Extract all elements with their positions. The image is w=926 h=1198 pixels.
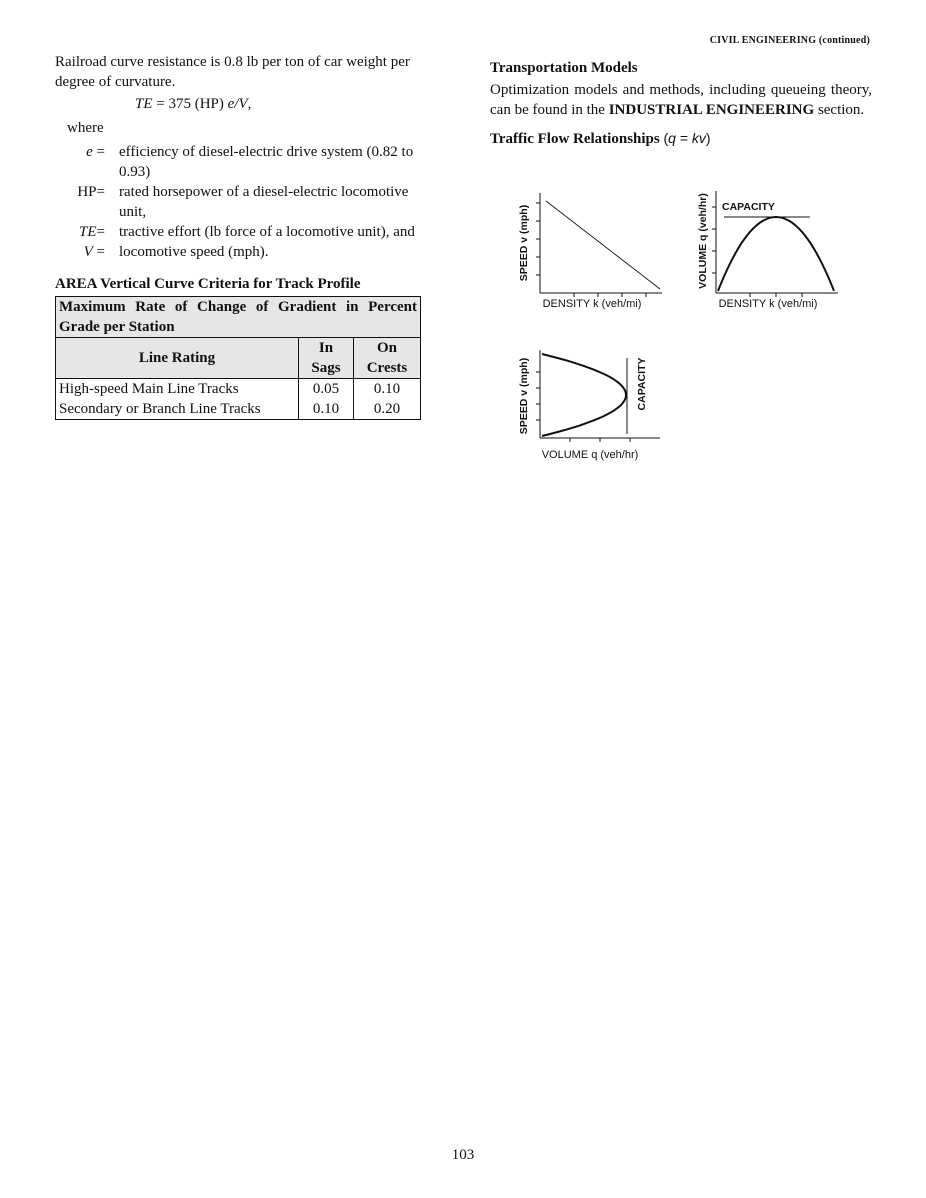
speed-volume-chart — [510, 340, 670, 470]
definition-symbol: e = — [86, 144, 105, 160]
y-axis-label: SPEED v (mph) — [518, 357, 530, 435]
cell-sags: 0.10 — [299, 399, 354, 420]
eq-rhs-italic: e/V — [227, 96, 248, 112]
curve-resistance-text: Railroad curve resistance is 0.8 lb per ton of car weight per degree of curvature. — [55, 54, 410, 90]
definition-item — [69, 142, 437, 182]
eq-rhs-post: , — [247, 96, 252, 112]
industrial-engineering-ref: INDUSTRIAL ENGINEERING — [608, 102, 815, 118]
y-axis-label: VOLUME q (veh/hr) — [697, 193, 709, 289]
right-column — [490, 58, 872, 149]
definition-list — [69, 142, 437, 262]
x-axis-label: DENSITY k (veh/mi) — [542, 298, 642, 310]
capacity-label: CAPACITY — [636, 357, 648, 411]
definition-item — [69, 222, 437, 242]
transport-paragraph: Optimization models and methods, including queueing theory, can be found in the INDUSTRIAL ENGINEERING section. — [490, 82, 872, 118]
eq-lhs: TE — [135, 96, 153, 112]
col-header-crests: On Crests — [354, 338, 421, 379]
left-column — [55, 52, 437, 420]
volume-density-chart — [690, 185, 850, 315]
definition-text: tractive effort (lb force of a locomotive unit), and — [119, 224, 415, 240]
cell-rating: High-speed Main Line Tracks — [56, 379, 299, 400]
x-axis-label: DENSITY k (veh/mi) — [718, 298, 818, 310]
capacity-label: CAPACITY — [722, 201, 775, 213]
definition-text: rated horsepower of a diesel-electric locomotive unit, — [119, 184, 409, 220]
section-title: Transportation Models — [490, 60, 638, 76]
definition-item — [69, 182, 437, 222]
y-axis-label: SPEED v (mph) — [518, 204, 530, 282]
traffic-flow-title: Traffic Flow Relationships (q = kv) — [490, 130, 711, 147]
table-super-header: Maximum Rate of Change of Gradient in Percent Grade per Station — [56, 297, 421, 338]
speed-density-line — [546, 201, 660, 289]
where-label: where — [67, 120, 104, 136]
col-header-line-rating: Line Rating — [56, 338, 299, 379]
definition-item — [69, 242, 437, 262]
definition-symbol: V = — [83, 244, 105, 260]
speed-volume-curve — [542, 354, 626, 436]
table-title: AREA Vertical Curve Criteria for Track Profile — [55, 276, 361, 292]
vertical-curve-table — [55, 296, 421, 420]
col-header-sags: In Sags — [299, 338, 354, 379]
speed-density-chart — [510, 185, 670, 315]
cell-crests: 0.10 — [354, 379, 421, 400]
definition-symbol: HP= — [77, 184, 105, 200]
definition-text: locomotive speed (mph). — [119, 244, 269, 260]
x-axis-label: VOLUME q (veh/hr) — [541, 449, 639, 461]
cell-crests: 0.20 — [354, 399, 421, 420]
eq-rhs-pre: = 375 (HP) — [152, 96, 228, 112]
table-row — [56, 379, 421, 400]
running-header: CIVIL ENGINEERING (continued) — [709, 35, 870, 46]
traffic-equation: (q = kv) — [663, 130, 711, 146]
definition-symbol: TE= — [79, 224, 105, 240]
page-number: 103 — [451, 1147, 475, 1163]
cell-rating: Secondary or Branch Line Tracks — [56, 399, 299, 420]
definition-text: efficiency of diesel-electric drive system (0.82 to 0.93) — [119, 144, 414, 180]
tractive-effort-equation — [135, 94, 437, 114]
volume-density-curve — [718, 217, 834, 291]
table-row — [56, 399, 421, 420]
cell-sags: 0.05 — [299, 379, 354, 400]
